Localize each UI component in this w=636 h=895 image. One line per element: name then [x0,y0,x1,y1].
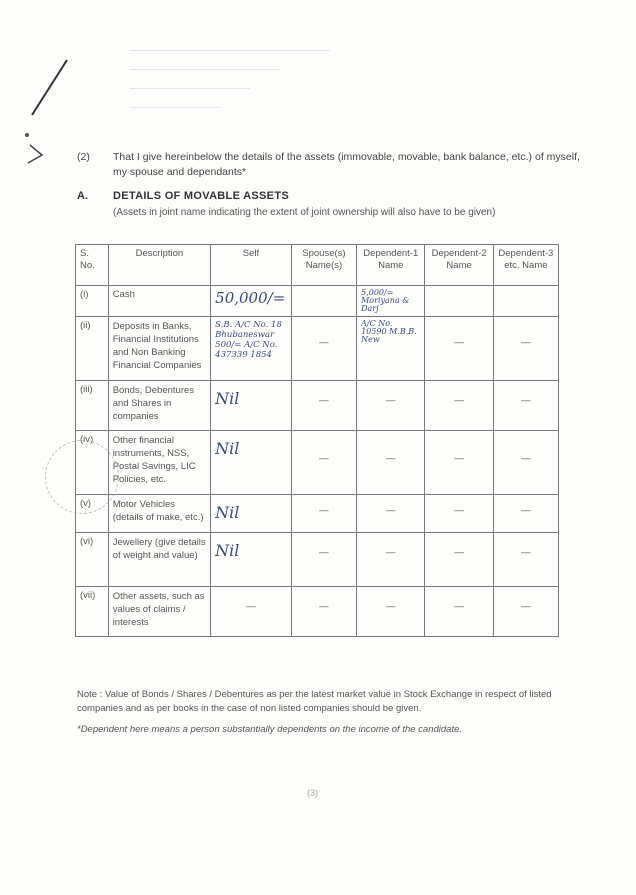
cell-sno: (v) [76,495,109,533]
cell-description: Jewellery (give details of weight and value) [108,533,210,587]
cell-dependent-1: A/C No. 10590 M.B.B. New [357,317,425,381]
cell-dependent-3: — [493,533,558,587]
cell-description: Other assets, such as values of claims / interests [108,587,210,637]
table-row [76,431,559,495]
cell-dependent-2: — [425,533,493,587]
movable-assets-table [75,244,559,637]
table-header-row [76,245,559,286]
cell-description: Bonds, Debentures and Shares in companies [108,381,210,431]
cell-dependent-1: — [357,587,425,637]
cell-self: S.B. A/C No. 18 Bhubaneswar 500/= A/C No. 437339 1854 [211,317,292,381]
cell-sno: (ii) [76,317,109,381]
cell-spouse [291,286,356,317]
header-dependent-2: Dependent-2 Name [425,245,493,286]
official-stamp [45,440,119,514]
cell-dependent-1: — [357,533,425,587]
cell-dependent-3: — [493,587,558,637]
cell-self: Nil [211,533,292,587]
cell-self: Nil [211,495,292,533]
cell-self: Nil [211,381,292,431]
cell-spouse: — [291,587,356,637]
table-row [76,495,559,533]
cell-dependent-2: — [425,495,493,533]
cell-dependent-1: — [357,495,425,533]
cell-spouse: — [291,533,356,587]
cell-dependent-1: 5,000/= Moriyana & Darj [357,286,425,317]
table-row [76,533,559,587]
header-dependent-1: Dependent-1 Name [357,245,425,286]
table-row [76,381,559,431]
header-spouse: Spouse(s) Name(s) [291,245,356,286]
section-letter: A. [77,190,88,202]
cell-sno: (vi) [76,533,109,587]
header-description: Description [108,245,210,286]
cell-sno: (i) [76,286,109,317]
section-title: DETAILS OF MOVABLE ASSETS [113,190,289,202]
cell-description: Motor Vehicles (details of make, etc.) [108,495,210,533]
cell-dependent-3 [493,286,558,317]
cell-spouse: — [291,317,356,381]
cell-sno: (vii) [76,587,109,637]
cell-description: Other financial instruments, NSS, Postal Savings, LIC Policies, etc. [108,431,210,495]
cell-dependent-2: — [425,317,493,381]
cell-self: Nil [211,431,292,495]
table-row [76,286,559,317]
cell-dependent-1: — [357,381,425,431]
table-note: Note : Value of Bonds / Shares / Debentures as per the latest market value in Stock Exchange in respect of listed companies and as per books in the case of non listed companies should be given. [77,689,552,714]
table-row [76,317,559,381]
cell-dependent-2: — [425,381,493,431]
section-subtitle: (Assets in joint name indicating the extent of joint ownership will also have to be given) [113,207,496,218]
header-self: Self [211,245,292,286]
cell-spouse: — [291,495,356,533]
table-row [76,587,559,637]
margin-ink-mark [22,55,82,165]
cell-sno: (iv) [76,431,109,495]
header-sno: S. No. [76,245,109,286]
bleed-through-text [130,40,330,135]
page-number: (3) [307,788,318,798]
cell-dependent-2: — [425,431,493,495]
dependent-footnote: *Dependent here means a person substantially dependents on the income of the candidate. [77,724,463,735]
cell-dependent-2 [425,286,493,317]
cell-dependent-3: — [493,317,558,381]
cell-description: Deposits in Banks, Financial Institutions and Non Banking Financial Companies [108,317,210,381]
cell-self: — [211,587,292,637]
cell-sno: (iii) [76,381,109,431]
cell-dependent-1: — [357,431,425,495]
cell-self: 50,000/= [211,286,292,317]
cell-description: Cash [108,286,210,317]
cell-dependent-2: — [425,587,493,637]
paragraph-number: (2) [77,151,90,163]
header-dependent-3: Dependent-3 etc. Name [493,245,558,286]
cell-spouse: — [291,381,356,431]
cell-dependent-3: — [493,495,558,533]
cell-dependent-3: — [493,381,558,431]
paragraph-text: That I give hereinbelow the details of the assets (immovable, movable, bank balance, etc.) of myself, my spouse and dependants* [113,151,580,178]
cell-dependent-3: — [493,431,558,495]
cell-spouse: — [291,431,356,495]
